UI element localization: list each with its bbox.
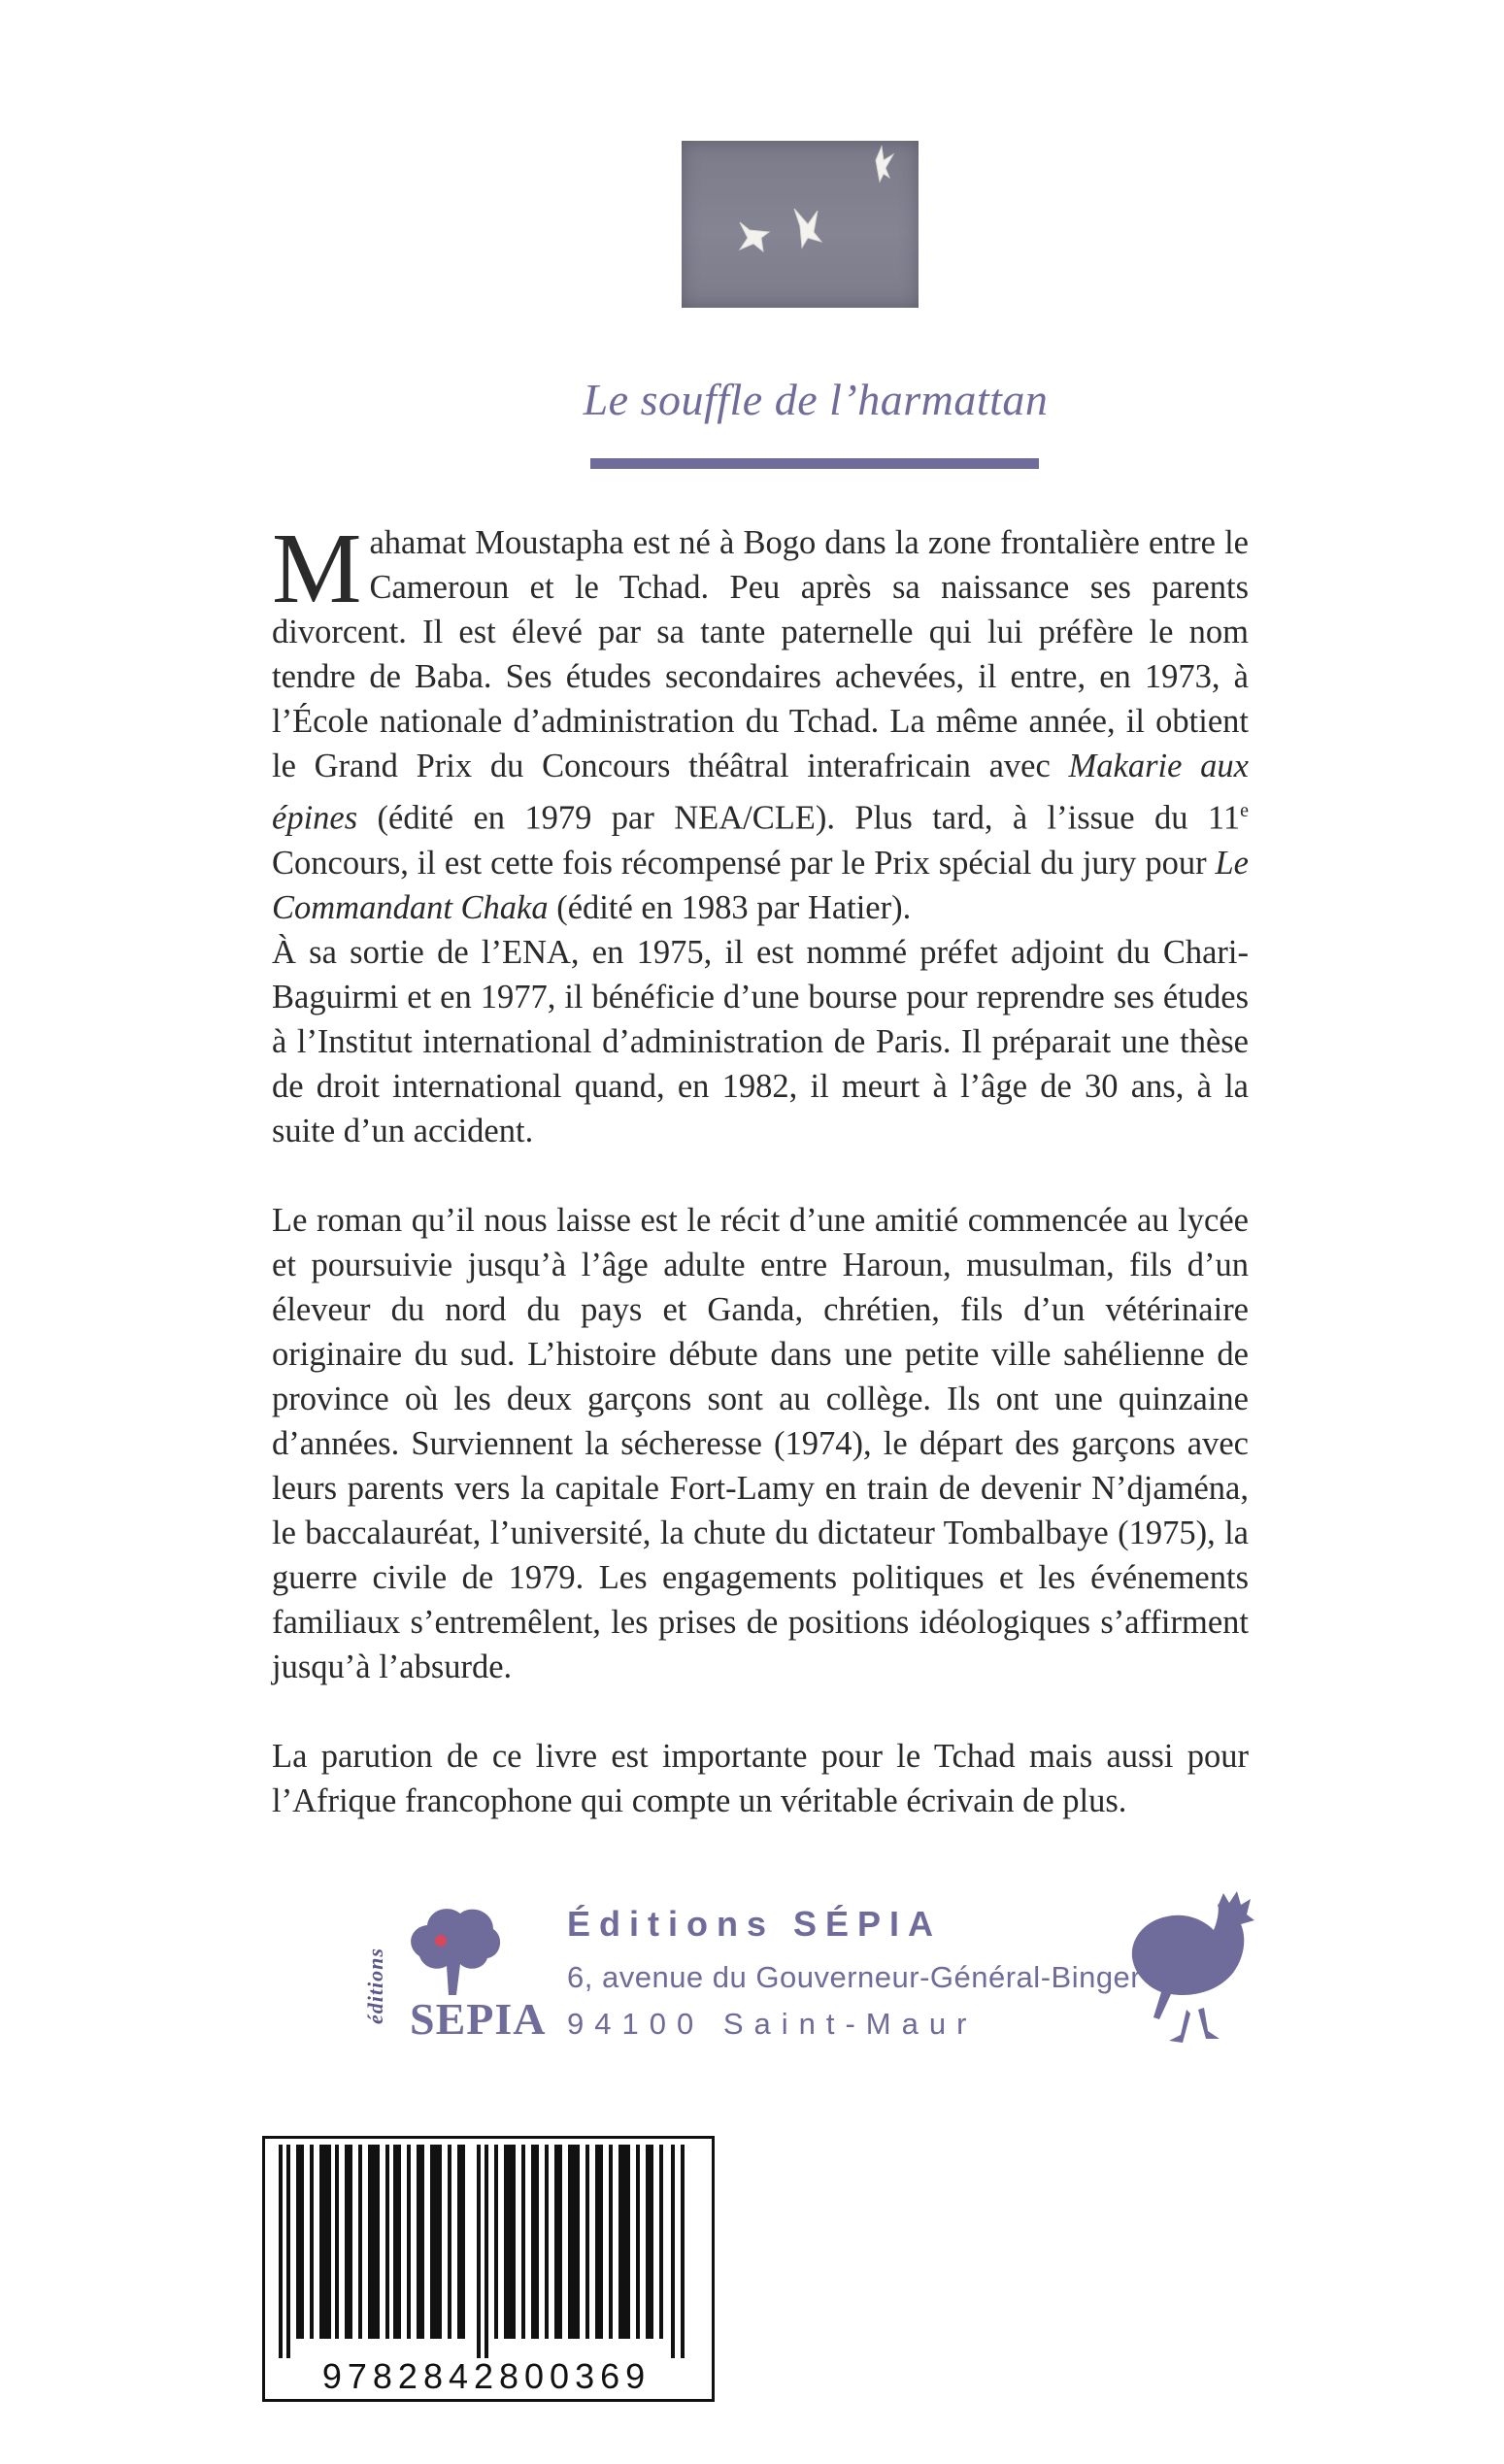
tree-logo-icon: [400, 1898, 507, 2005]
drop-cap: M: [272, 513, 362, 624]
sepia-logo-text: SEPIA: [410, 1994, 547, 2044]
cover-illustration: [682, 141, 919, 308]
paragraph-career: À sa sortie de l’ENA, en 1975, il est nommé préfet adjoint du Chari-Baguirmi et en 1977, il bénéficie d’une bourse pour reprendre ses études à l’Institut international d’administration de Paris. Il préparait une thèse de droit international quand, en 1982, il meurt à l’âge de 30 ans, à la suite d’un accident.: [272, 933, 1249, 1149]
paragraph-spacer: [272, 1689, 1249, 1734]
series-title: Le souffle de l’harmattan: [583, 375, 1049, 424]
publisher-address-city: 94100 Saint-Maur: [567, 2007, 978, 2041]
book-title-2: Le Commandant Chaka: [272, 844, 1249, 926]
paragraph-conclusion: La parution de ce livre est importante pour le Tchad mais aussi pour l’Afrique francophone qui compte un véritable écrivain de plus.: [272, 1737, 1249, 1819]
bio-text-3: Concours, il est cette fois récompensé par le Prix spécial du jury pour: [272, 844, 1216, 882]
bio-text-2: (édité en 1979 par NEA/CLE). Plus tard, à l’issue du 11: [357, 799, 1241, 837]
bio-text-4: (édité en 1983 par Hatier).: [548, 888, 912, 926]
title-divider: [590, 458, 1039, 469]
paragraph-novel-summary: Le roman qu’il nous laisse est le récit d’une amitié commencée au lycée et poursuivie jusqu’à l’âge adulte entre Haroun, musulman, fils d’un éleveur du nord du pays et Ganda, chrétien, fils d’un vétérinaire originaire du sud. L’histoire débute dans une petite ville sahélienne de province où les deux garçons sont au collège. Ils ont une quinzaine d’années. Surviennent la sécheresse (1974), le départ des garçons avec leurs parents vers la capitale Fort-Lamy en train de devenir N’djaména, le baccalauréat, l’université, la chute du dictateur Tombalbaye (1975), la guerre civile de 1979. Les engagements politiques et les événements familiaux s’entremêlent, les prises de positions idéologiques s’affirment jusqu’à l’absurde.: [272, 1201, 1249, 1685]
book-title-1: Makarie aux épines: [272, 748, 1249, 837]
publisher-name: Éditions SÉPIA: [567, 1904, 943, 1944]
isbn-digits: 9782842800369: [321, 2356, 652, 2396]
editions-vertical-label: éditions: [363, 1948, 387, 2024]
bio-text-1: ahamat Moustapha est né à Bogo dans la zone frontalière entre le Cameroun et le Tchad. Peu après sa naissance ses parents divorcent. Il est élevé par sa tante paternelle qui lui préfère le nom tendre de Baba. Ses études secondaires achevées, il entre, en 1973, à l’École nationale d’administration du Tchad. La même année, il obtient le Grand Prix du Concours théâtral interafricain avec: [272, 524, 1249, 784]
barcode-bars: [271, 2145, 702, 2358]
rooster-logo-icon: [1111, 1885, 1276, 2050]
isbn-barcode: [262, 2136, 715, 2402]
paragraph-spacer: [272, 1153, 1249, 1198]
back-cover-text: [272, 513, 1249, 1823]
ordinal-suffix: e: [1240, 800, 1249, 821]
paragraph-biography: [272, 513, 1249, 930]
publisher-address-street: 6, avenue du Gouverneur-Général-Binger: [567, 1960, 1142, 1994]
doves-icon: [682, 141, 919, 308]
